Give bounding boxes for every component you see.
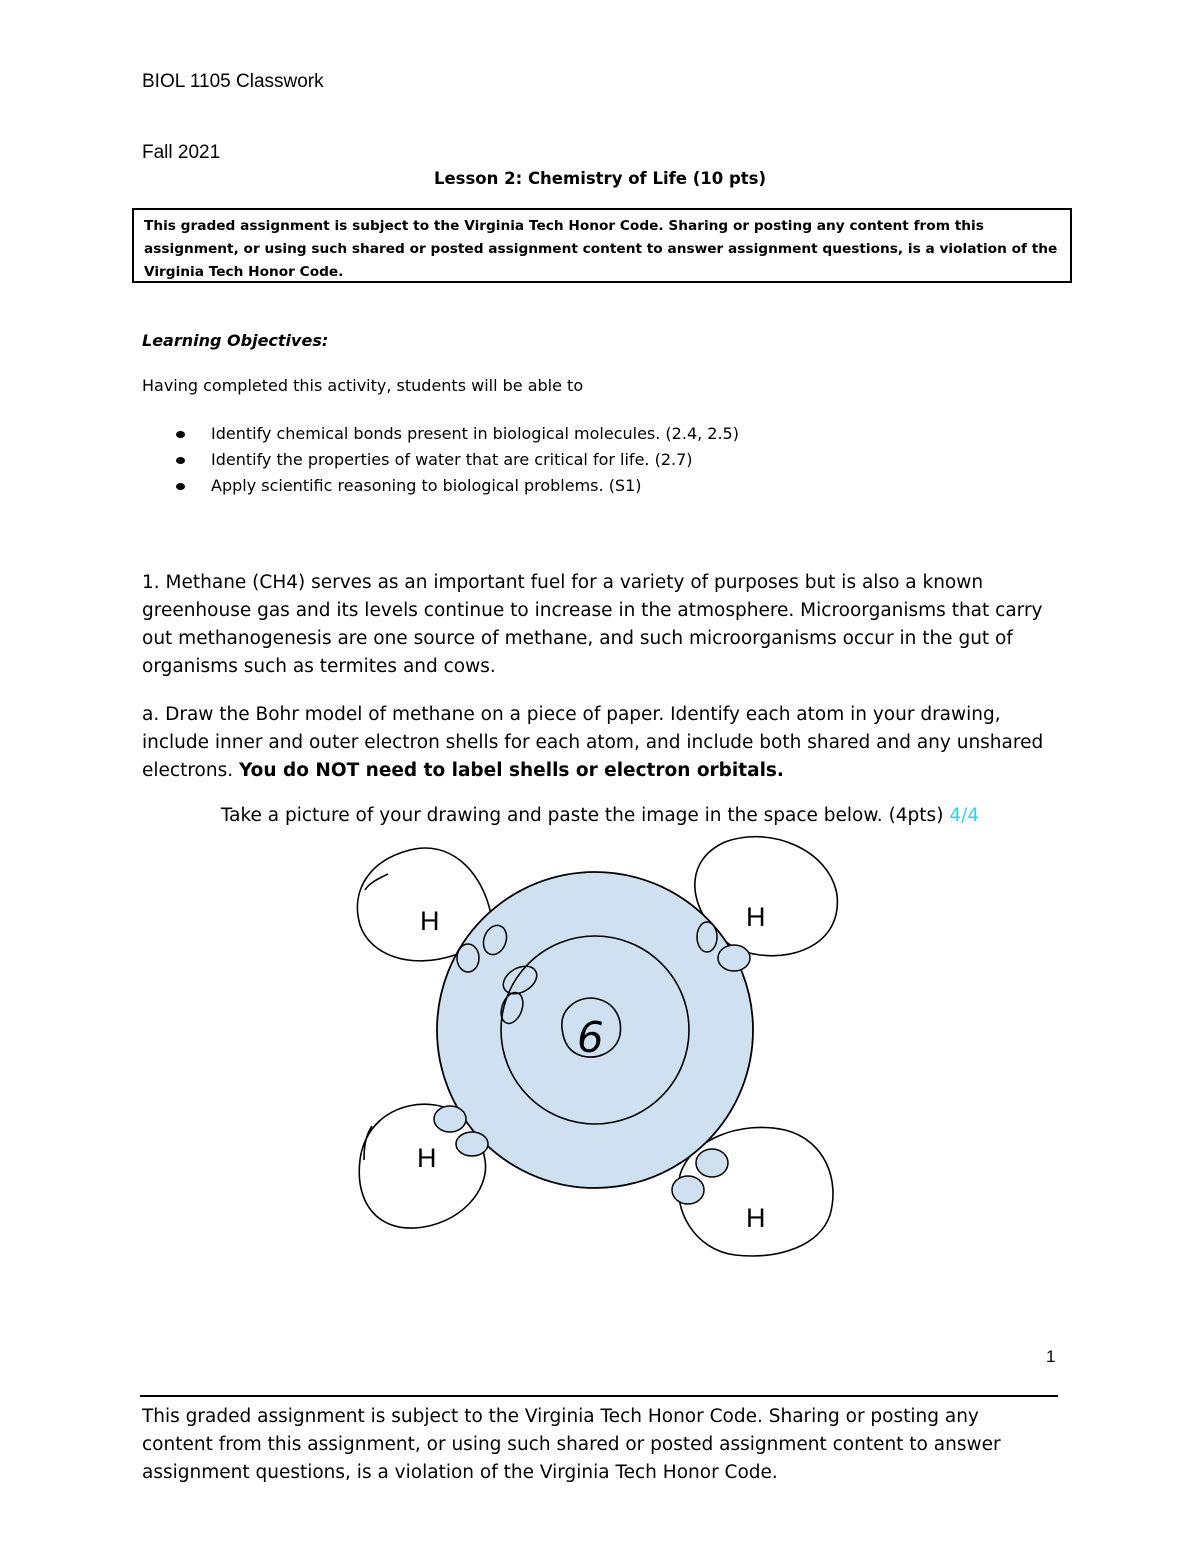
objectives-intro: Having completed this activity, students will be able to	[142, 376, 584, 395]
shared-electron	[434, 1106, 466, 1132]
honor-code-box	[132, 208, 1072, 283]
shared-electron	[697, 922, 717, 952]
question-1a	[142, 701, 1052, 785]
hydrogen-label: H	[417, 1143, 437, 1173]
footer-divider	[140, 1395, 1058, 1397]
lesson-title: Lesson 2: Chemistry of Life (10 pts)	[433, 169, 767, 188]
shared-electron	[718, 945, 750, 971]
page-number: 1	[1046, 1347, 1056, 1366]
learning-objectives-heading: Learning Objectives:	[142, 331, 329, 350]
question-1-prompt: 1. Methane (CH4) serves as an important fuel for a variety of purposes but is also a known greenhouse gas and its levels continue to increase in the atmosphere. Microorganisms that carry out methanogenesis are one source of methane, and such microorganisms occur in the gut of organisms such as termites and cows.	[142, 572, 1043, 677]
question-1a-text: a. Draw the Bohr model of methane on a piece of paper. Identify each atom in your drawing, include inner and outer electron shells for each atom, and include both shared and any unshared electrons.	[142, 704, 1044, 781]
bullet-icon	[176, 483, 185, 490]
drawing-instruction	[0, 805, 1200, 826]
objective-item: Identify chemical bonds present in biological molecules. (2.4, 2.5)	[176, 423, 739, 449]
shared-electron	[457, 944, 479, 972]
hydrogen-label: H	[420, 906, 440, 936]
carbon-label: 6	[577, 1013, 604, 1062]
shared-electron	[456, 1132, 488, 1156]
shared-electron	[672, 1176, 704, 1204]
score-label: 4/4	[949, 805, 980, 826]
hydrogen-label: H	[746, 902, 766, 932]
objectives-list	[176, 423, 739, 501]
instruction-text: Take a picture of your drawing and paste the image in the space below. (4pts)	[220, 805, 944, 826]
objective-item: Apply scientific reasoning to biological problems. (S1)	[176, 475, 739, 501]
term-label: Fall 2021	[142, 142, 221, 163]
shared-electron	[696, 1149, 728, 1177]
objective-item: Identify the properties of water that are critical for life. (2.7)	[176, 449, 739, 475]
question-1a-bold-note: You do NOT need to label shells or electron orbitals.	[238, 760, 784, 781]
hydrogen-label: H	[746, 1203, 766, 1233]
honor-code-text: This graded assignment is subject to the Virginia Tech Honor Code. Sharing or posting any content from this assignment, or using such shared or posted assignment content to answer assignment questions, is a violation of the Virginia Tech Honor Code.	[144, 218, 1058, 280]
bullet-icon	[176, 457, 185, 464]
bohr-model-drawing	[340, 830, 860, 1270]
course-header: BIOL 1105 Classwork	[142, 71, 324, 92]
bullet-icon	[176, 431, 185, 438]
footer-honor-code: This graded assignment is subject to the Virginia Tech Honor Code. Sharing or posting any content from this assignment, or using such shared or posted assignment content to answer assignment questions, is a violation of the Virginia Tech Honor Code.	[142, 1406, 1001, 1483]
